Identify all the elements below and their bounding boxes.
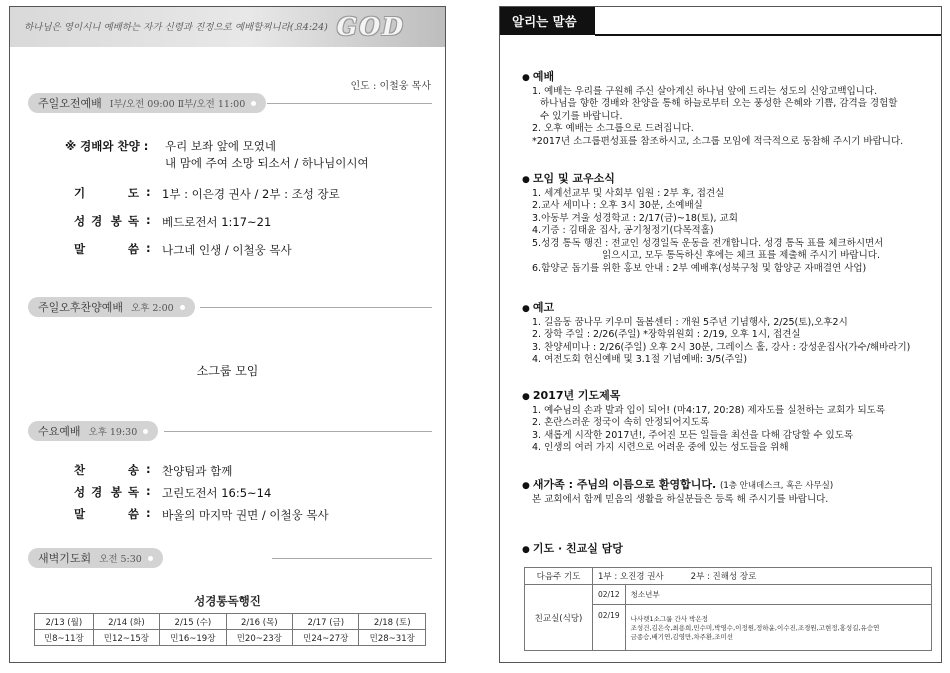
label-part: 찬 <box>74 463 87 477</box>
block-line: 수 있기를 바랍니다. <box>540 110 623 122</box>
block-line: 6.함양군 돕기를 위한 홍보 안내 : 2부 예배후(성북구청 및 함양군 자매결연 사업) <box>532 262 867 274</box>
bible-reading-title: 성경통독행진 <box>194 594 261 608</box>
bullet-icon: ● <box>522 481 530 491</box>
block-line: 하나님을 향한 경배와 찬양을 통해 하늘로부터 오는 풍성한 은혜와 기쁨, 감격을 경험할 <box>540 98 898 109</box>
block-title-text: 2017년 기도제목 <box>532 389 621 402</box>
wed-reading-label <box>60 484 140 502</box>
section-name: 주일오전예배 <box>38 97 102 110</box>
table-cell: 2/18 (토) <box>359 614 426 630</box>
section-time: 오전 5:30 <box>99 554 142 565</box>
table-cell <box>625 605 931 651</box>
label-part: 봉 독 <box>110 214 140 228</box>
block-line: 2. 장학 주일 : 2/26(주일) *장학위원회 : 2/19, 오후 1시, 접견실 <box>532 329 801 340</box>
section-pill <box>28 548 163 568</box>
block-line: 2. 혼란스러운 정국이 속히 안정되어지도록 <box>532 417 710 428</box>
bible-reading-table <box>34 613 426 646</box>
section-pill <box>28 297 195 317</box>
section-wednesday <box>28 421 432 441</box>
verse-banner <box>10 7 445 47</box>
block-line: 1. 예배는 우리를 구원해 주신 살아계신 하나님 앞에 드리는 성도의 신앙고백입니다. <box>532 85 878 97</box>
block-title <box>522 302 931 316</box>
table-row <box>525 585 932 605</box>
label-part: 씀 <box>127 242 140 256</box>
worship-line-1: 우리 보좌 앞에 모였네 <box>165 139 276 153</box>
table-cell: 민24~27장 <box>293 630 359 646</box>
left-page <box>9 6 446 663</box>
colon: : <box>146 506 151 520</box>
wed-reading-value: 고린도전서 16:5~14 <box>162 486 272 500</box>
table-cell: 다음주 기도 <box>525 568 593 585</box>
section-time: 오후 2:00 <box>131 303 174 314</box>
cell-line: 조성건,김은숙,최용희,민수미,박영수,이정원,정하윤,이수진,조경원,고현정,홍성길,유승연 <box>630 624 880 632</box>
reading-value: 베드로전서 1:17~21 <box>162 215 272 229</box>
reading-row <box>60 213 271 231</box>
table-cell: 민20~23장 <box>226 630 292 646</box>
prayer-label <box>60 185 140 203</box>
colon: : <box>146 213 151 227</box>
prayer-duty-block <box>522 543 931 558</box>
hymn-value: 찬양팀과 함께 <box>162 464 233 478</box>
dot-icon <box>143 429 148 434</box>
worship-block <box>522 71 931 148</box>
cell-line: 금종승,배기연,김영만,차주환,조미선 <box>630 633 734 641</box>
block-line: 3. 새롭게 시작한 2017년!, 주어진 모든 일들을 최선을 다해 감당할 수 있도록 <box>532 429 854 441</box>
label-part: 씀 <box>127 507 140 521</box>
section-time: 오후 19:30 <box>88 427 138 438</box>
block-title-text: 새가족 : 주님의 이름으로 환영합니다. <box>532 478 717 491</box>
prayer-topics-block <box>522 390 931 455</box>
worship-value <box>159 138 369 172</box>
table-cell: 민16~19장 <box>160 630 226 646</box>
table-cell: 민12~15장 <box>93 630 159 646</box>
table-cell: 청소년부 <box>625 585 931 605</box>
bullet-icon: ● <box>522 304 530 314</box>
newcomers-note: (1층 안내데스크, 혹은 사무실) <box>720 481 834 491</box>
prayer-value: 1부 : 이은경 권사 / 2부 : 조성 장로 <box>162 187 340 201</box>
label-part: 성 경 <box>74 214 104 228</box>
divider <box>164 431 432 432</box>
table-cell: 2/16 (목) <box>226 614 292 630</box>
wed-reading-row <box>60 484 271 502</box>
prayer-row <box>60 185 340 203</box>
colon: : <box>146 185 151 199</box>
block-line: 1. 길음동 꿈나무 키우미 돌봄센터 : 개원 5주년 기념행사, 2/25(토),오후2시 <box>532 316 848 328</box>
divider <box>267 103 432 104</box>
block-title-text: 예배 <box>532 70 555 83</box>
colon: : <box>146 462 151 476</box>
gathering-block <box>522 173 931 275</box>
block-title <box>522 479 931 493</box>
label-part: 말 <box>74 507 87 521</box>
wed-sermon-row <box>60 506 329 524</box>
table-row <box>35 614 426 630</box>
worship-line-2: 내 맘에 주여 소망 되소서 / 하나님이시여 <box>165 156 369 170</box>
block-line: 읽으시고, 모두 통독하신 후에는 체크 표를 제출해 주시기 바랍니다. <box>602 250 880 261</box>
table-row <box>35 630 426 646</box>
bullet-icon: ● <box>522 545 530 555</box>
table-cell: 2/15 (수) <box>160 614 226 630</box>
table-cell: 02/12 <box>593 585 626 605</box>
section-pill <box>28 93 266 113</box>
table-cell: 2/17 (금) <box>293 614 359 630</box>
presider: 인도 : 이철웅 목사 <box>350 81 431 92</box>
section-sunday-pm <box>28 297 432 317</box>
section-name: 수요예배 <box>38 425 81 438</box>
sermon-row <box>60 241 292 259</box>
block-title <box>522 390 931 404</box>
label-part: 송 <box>127 463 140 477</box>
colon: : <box>146 241 151 255</box>
section-time: Ⅰ부/오전 09:00 Ⅱ부/오전 11:00 <box>109 99 246 110</box>
block-title <box>522 173 931 187</box>
block-line: 1. 예수님의 손과 발과 입이 되어! (마4:17, 20:28) 제자도를 실천하는 교회가 되도록 <box>532 404 886 416</box>
hymn-label <box>60 462 140 480</box>
block-title <box>522 543 931 557</box>
label-part: 도 <box>127 186 140 200</box>
block-title-text: 예고 <box>532 301 555 314</box>
table-cell: 02/19 <box>593 605 626 651</box>
bullet-icon: ● <box>522 392 530 402</box>
label-part: 기 <box>74 186 87 200</box>
verse-text: 하나님은 영이시니 예배하는 자가 신령과 진정으로 예배할찌니라(요4:24) <box>24 22 328 33</box>
dot-icon <box>148 556 153 561</box>
label-part: 봉 독 <box>110 485 140 499</box>
section-sunday-am <box>28 93 432 113</box>
header-divider <box>595 34 941 36</box>
divider <box>272 558 432 559</box>
table-cell: 친교실(식당) <box>525 585 593 651</box>
worship-row <box>65 138 369 172</box>
colon: : <box>146 484 151 498</box>
block-title <box>522 71 931 85</box>
section-name: 주일오후찬양예배 <box>38 301 124 314</box>
sermon-label <box>60 241 140 259</box>
table-cell: 1부 : 오진경 권사 2부 : 진해성 장로 <box>593 568 932 585</box>
god-logo: GOD <box>336 12 405 41</box>
table-cell: 민28~31장 <box>359 630 426 646</box>
block-line: 3.아동부 겨울 성경학교 : 2/17(금)~18(토), 교회 <box>532 212 738 224</box>
small-group-text: 소그룹 모임 <box>196 364 259 378</box>
divider <box>200 307 432 308</box>
notice-block <box>522 302 931 367</box>
worship-label: ※ 경배와 찬양 : <box>65 139 149 153</box>
label-part: 성 경 <box>74 485 104 499</box>
reading-label <box>60 213 140 231</box>
block-title-text: 모임 및 교우소식 <box>532 172 615 185</box>
table-cell: 2/14 (화) <box>93 614 159 630</box>
announcements-header: 알리는 말씀 <box>500 7 595 35</box>
bullet-icon: ● <box>522 175 530 185</box>
block-line: 5.성경 통독 행진 : 전교인 성경일독 운동을 전개합니다. 성경 통독 표를 체크하시면서 <box>532 237 884 249</box>
block-line: 4. 인생의 여러 가지 시련으로 어려운 중에 있는 성도들을 위해 <box>532 442 789 453</box>
block-title-text: 기도 · 친교실 담당 <box>532 542 623 555</box>
bullet-icon: ● <box>522 73 530 83</box>
section-name: 새벽기도회 <box>38 552 92 565</box>
section-dawn <box>28 548 432 568</box>
block-line: 2. 오후 예배는 소그룹으로 드려집니다. <box>532 123 694 134</box>
table-row <box>525 568 932 585</box>
label-part: 말 <box>74 242 87 256</box>
wed-sermon-label <box>60 506 140 524</box>
block-line: 1. 세계선교부 및 사회부 임원 : 2부 후, 접견실 <box>532 187 725 199</box>
cell-line: 나사렛1소그룹 간사 박은정 <box>630 615 708 623</box>
block-line: 2.교사 세미나 : 오후 3시 30분, 소예배실 <box>532 200 703 211</box>
sermon-value: 나그네 인생 / 이철웅 목사 <box>162 243 292 257</box>
block-line: 3. 찬양세미나 : 2/26(주일) 오후 2시 30분, 그레이스 홀, 강사 : 강성운집사(가수/해바라기) <box>532 341 911 353</box>
block-line: 본 교회에서 함께 믿음의 생활을 하실분들은 등록 해 주시기를 바랍니다. <box>532 493 829 505</box>
dot-icon <box>251 101 256 106</box>
hymn-row <box>60 462 232 480</box>
prayer-duty-table <box>524 567 932 651</box>
section-pill <box>28 421 158 441</box>
wed-sermon-value: 바울의 마지막 권면 / 이철웅 목사 <box>162 508 329 522</box>
table-cell: 2/13 (월) <box>35 614 94 630</box>
table-cell: 민8~11장 <box>35 630 94 646</box>
dot-icon <box>180 305 185 310</box>
block-line: 4.기증 : 김태윤 집사, 공기청정기(다목적홀) <box>532 225 714 236</box>
newcomers-block <box>522 479 931 506</box>
block-line: *2017년 소그룹편성표를 참조하시고, 소그룹 모임에 적극적으로 동참해 주시기 바랍니다. <box>532 135 904 147</box>
right-page <box>499 6 942 663</box>
block-line: 4. 여전도회 헌신예배 및 3.1절 기념예배: 3/5(주일) <box>532 354 748 365</box>
